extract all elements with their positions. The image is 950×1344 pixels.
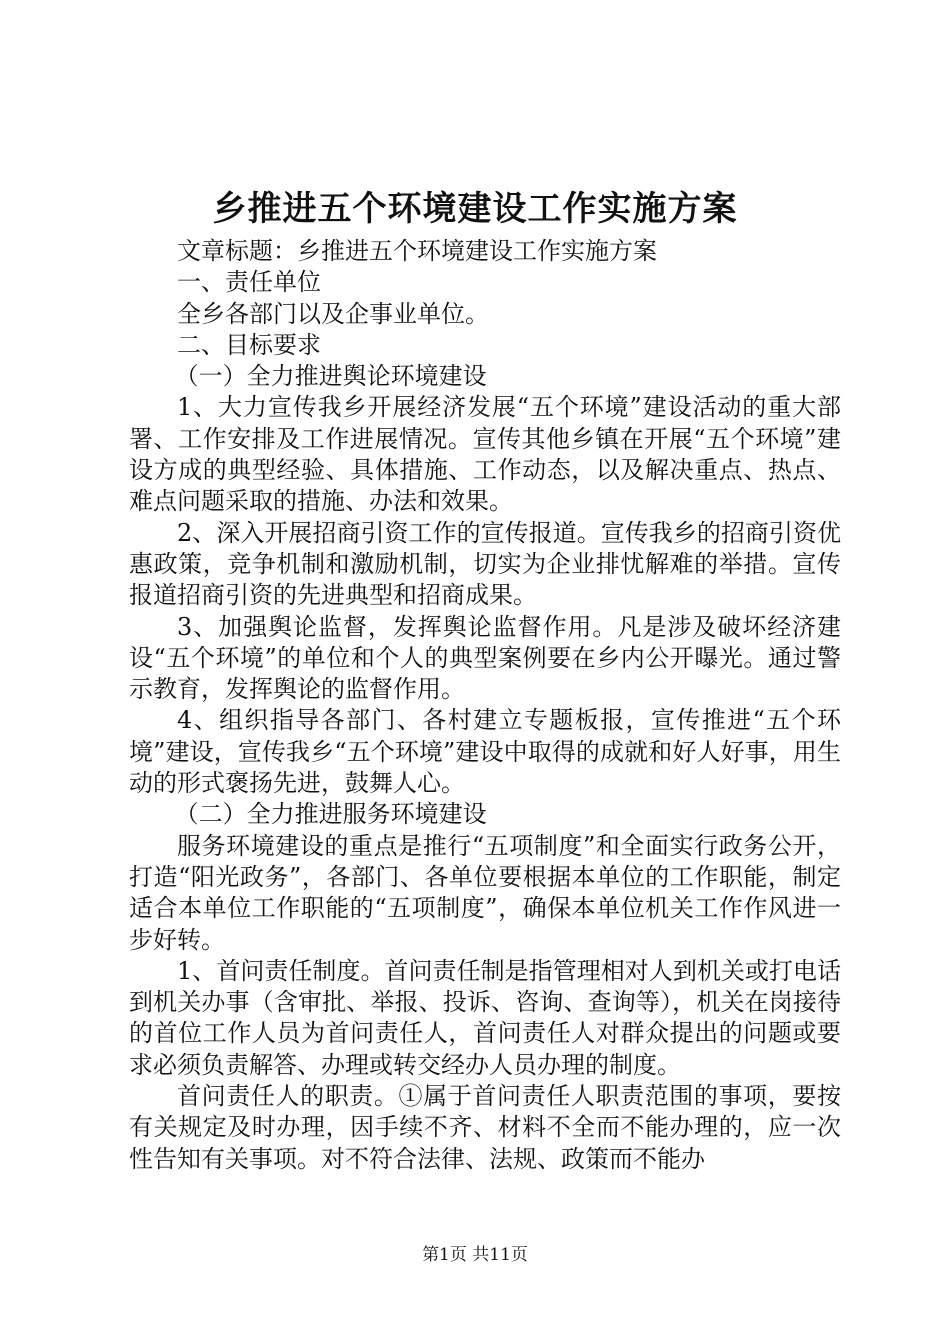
paragraph-item-4: 4、组织指导各部门、各村建立专题板报，宣传推进“五个环境”建设，宣传我乡“五个环境”建设中取得的成就和好人好事，用生动的形式褒扬先进，鼓舞人心。	[129, 706, 841, 798]
paragraph-item-3: 3、加强舆论监督，发挥舆论监督作用。凡是涉及破坏经济建设“五个环境”的单位和个人的典型案例要在乡内公开曝光。通过警示教育，发挥舆论的监督作用。	[129, 612, 841, 704]
document-title: 乡推进五个环境建设工作实施方案	[212, 189, 738, 229]
article-title-line: 文章标题：乡推进五个环境建设工作实施方案	[177, 237, 657, 265]
paragraph-first-responsibility: 1、首问责任制度。首问责任制是指管理相对人到机关或打电话到机关办事（含审批、举报、投诉、咨询、查询等），机关在岗接待的首位工作人员为首问责任人，首问责任人对群众提出的问题或要求必须负责解答、办理或转交经办人员办理的制度。	[129, 956, 841, 1079]
section-heading-goals: 二、目标要求	[177, 330, 321, 359]
paragraph-responsibility-duties: 首问责任人的职责。①属于首问责任人职责范围的事项，要按有关规定及时办理，因手续不齐、材料不全而不能办理的，应一次性告知有关事项。对不符合法律、法规、政策而不能办	[129, 1082, 841, 1173]
section-heading-responsible-units: 一、责任单位	[177, 268, 321, 297]
subsection-heading-service: （二）全力推进服务环境建设	[174, 800, 487, 829]
subsection-heading-public-opinion: （一）全力推进舆论环境建设	[174, 362, 487, 391]
paragraph-item-1: 1、大力宣传我乡开展经济发展“五个环境”建设活动的重大部署、工作安排及工作进展情况。宣传其他乡镇在开展“五个环境”建设方成的典型经验、具体措施、工作动态，以及解决重点、热点、难点问题采取的措施、办法和效果。	[129, 393, 841, 516]
document-body	[129, 236, 841, 1175]
paragraph-service-intro: 服务环境建设的重点是推行“五项制度”和全面实行政务公开，打造“阳光政务”，各部门、各单位要根据本单位的工作职能，制定适合本单位工作职能的“五项制度”，确保本单位机关工作作风进一步好转。	[129, 831, 841, 954]
paragraph-responsible-units: 全乡各部门以及企事业单位。	[177, 299, 489, 328]
page-number: 第1页 共11页	[422, 1245, 528, 1265]
paragraph-item-2: 2、深入开展招商引资工作的宣传报道。宣传我乡的招商引资优惠政策，竞争机制和激励机制，切实为企业排忧解难的举措。宣传报道招商引资的先进典型和招商成果。	[129, 518, 841, 610]
